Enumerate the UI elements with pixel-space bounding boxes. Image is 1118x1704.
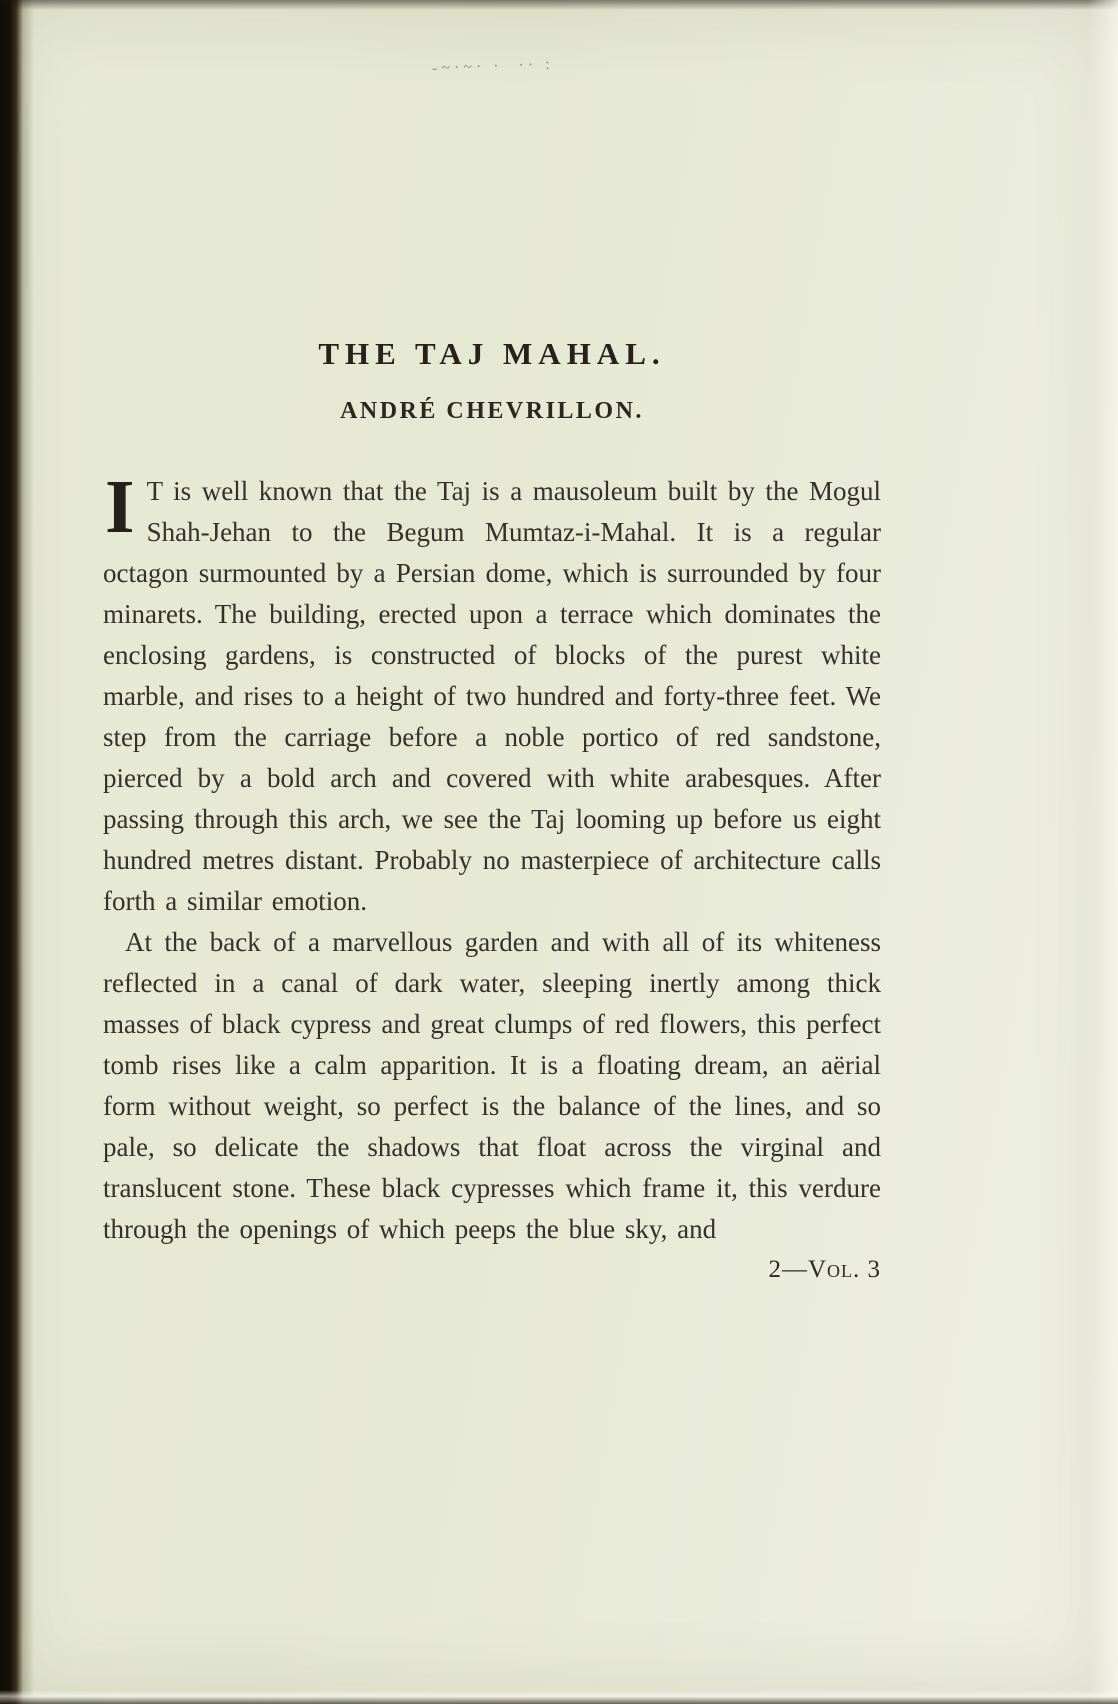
paragraph-1 bbox=[103, 465, 881, 922]
pencil-marks: -~·~· · ·· : bbox=[431, 55, 554, 78]
drop-cap-initial: I bbox=[105, 465, 135, 549]
author-name: ANDRÉ CHEVRILLON. bbox=[340, 398, 644, 424]
paragraph-2: At the back of a marvellous garden and with all of its whiteness reflected in a canal of dark water, sleeping inertly among thick masses of black cypress and great clumps of red flowers, this perfect tomb rises like a calm apparition. It is a floating dream, an aërial form without weight, so perfect is the balance of the lines, and so pale, so delicate the shadows that float across the virginal and translucent stone. These black cypresses which frame it, this verdure through the openings of which peeps the blue sky, and bbox=[103, 927, 881, 1244]
page-content bbox=[103, 336, 881, 1284]
page-left-spine-edge bbox=[0, 0, 34, 1704]
paragraph-1-text: T is well known that the Taj is a mausoleum built by the Mogul Shah-Jehan to the Begum Mumtaz-i-Mahal. It is a regular octagon surmounted by a Persian dome, which is surrounded by four minarets. The building, erected upon a terrace which dominates the enclosing gardens, is constructed of blocks of the purest white marble, and rises to a height of two hundred and forty-three feet. We step from the carriage before a noble portico of red sandstone, pierced by a bold arch and covered with white arabesques. After passing through this arch, we see the Taj looming up before us eight hundred metres distant. Probably no masterpiece of architecture calls forth a similar emotion. bbox=[103, 476, 881, 916]
page-bottom-edge bbox=[0, 1690, 1118, 1704]
page-right-edge bbox=[1088, 0, 1118, 1704]
volume-signature: 2—Vol. 3 bbox=[768, 1256, 881, 1283]
page-top-edge bbox=[0, 0, 1118, 10]
chapter-title: THE TAJ MAHAL. bbox=[318, 336, 666, 371]
